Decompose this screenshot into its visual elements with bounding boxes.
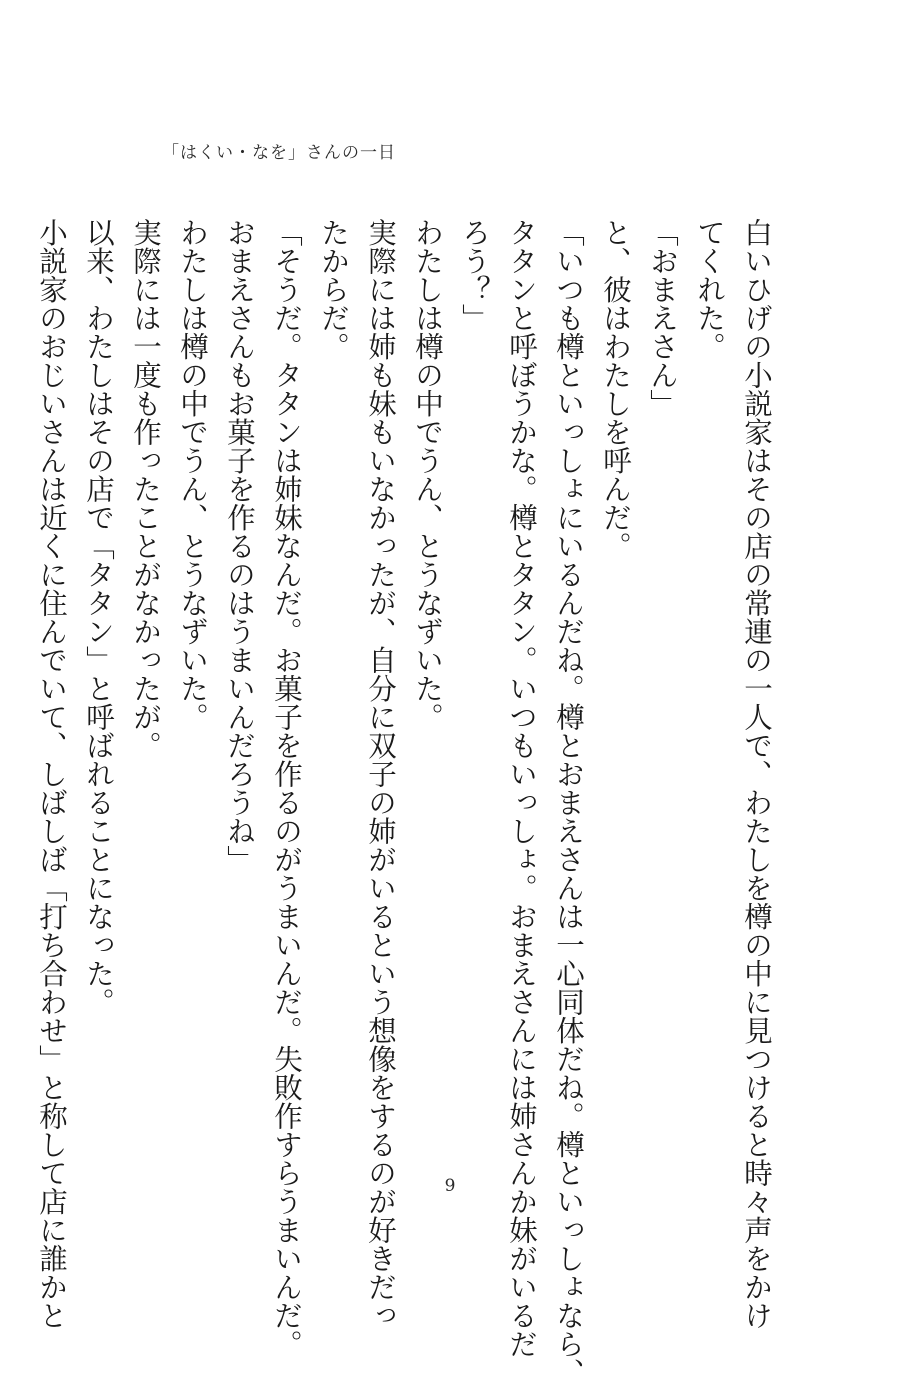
page-number: 9 [444, 1176, 456, 1196]
text-line: 以来、わたしはその店で「タタン」と呼ばれることになった。 [82, 218, 115, 1016]
text-line: 「そうだ。タタンは姉妹なんだ。お菓子を作るのがうまいんだ。失敗作すらうまいんだ。 [270, 218, 303, 1358]
text-line: 実際には一度も作ったことがなかったが。 [129, 218, 162, 760]
text-line: タタンと呼ぼうかな。樽とタタン。いつもいっしょ。おまえさんには姉さんか妹がいるだ [505, 218, 538, 1358]
text-line: わたしは樽の中でうん、とうなずいた。 [411, 218, 444, 731]
running-head: 「はくい・なを」さんの一日 [162, 143, 396, 163]
text-line: 白いひげの小説家はその店の常連の一人で、わたしを樽の中に見つけると時々声をかけ [740, 218, 773, 1330]
text-line: たからだ。 [317, 218, 350, 361]
text-line: 小説家のおじいさんは近くに住んでいて、しばしば「打ち合わせ」と称して店に誰かと [35, 218, 68, 1330]
body-text [35, 218, 780, 1387]
text-line: 「おまえさん」 [646, 218, 679, 418]
text-line: ろう？」 [458, 218, 491, 332]
text-line: わたしは樽の中でうん、とうなずいた。 [176, 218, 209, 731]
text-line: おまえさんもお菓子を作るのはうまいんだろうね」 [223, 218, 256, 874]
text-line: 「いつも樽といっしょにいるんだね。樽とおまえさんは一心同体だね。樽といっしょなら、 [552, 218, 585, 1387]
text-line: てくれた。 [693, 218, 726, 361]
text-line: と、彼はわたしを呼んだ。 [599, 218, 632, 560]
text-line: 実際には姉も妹もいなかったが、自分に双子の姉がいるという想像をするのが好きだっ [364, 218, 397, 1330]
